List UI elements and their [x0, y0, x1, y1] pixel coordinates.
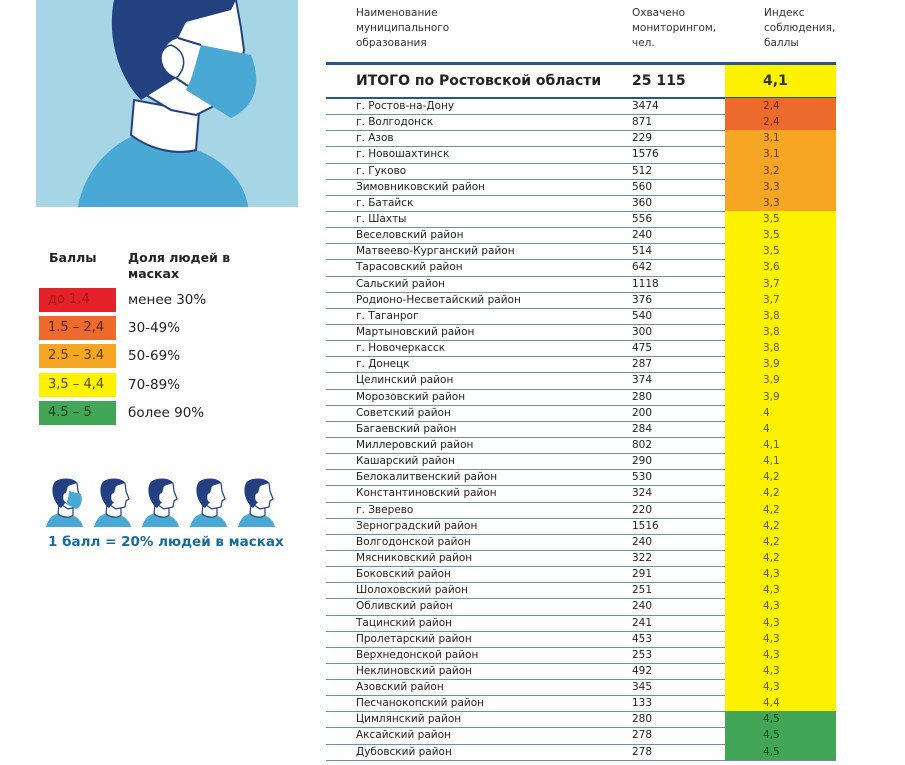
municipality-name: Зерноградский район — [356, 519, 478, 532]
table-row — [326, 470, 836, 486]
total-index: 4,1 — [725, 65, 836, 97]
compliance-index: 3,5 — [725, 211, 836, 227]
table-row — [326, 664, 836, 680]
monitored-count: 1516 — [632, 519, 659, 532]
legend-share: 30-49% — [128, 320, 181, 336]
total-count: 25 115 — [632, 73, 686, 89]
legend-swatch: 1.5 – 2,4 — [39, 316, 116, 340]
table-row — [326, 373, 836, 389]
monitored-count: 241 — [632, 616, 653, 629]
compliance-index: 3,9 — [725, 389, 836, 405]
monitored-count: 280 — [632, 713, 653, 726]
legend-share: менее 30% — [128, 292, 207, 308]
municipality-name: Верхнедонской район — [356, 648, 479, 661]
compliance-index: 4,3 — [725, 663, 836, 679]
compliance-index: 3,1 — [725, 146, 836, 162]
compliance-index: 3,7 — [725, 276, 836, 292]
compliance-index: 2,4 — [725, 98, 836, 114]
municipality-name: Пролетарский район — [356, 632, 472, 645]
table-row — [326, 696, 836, 712]
monitored-count: 3474 — [632, 100, 659, 112]
table-row — [326, 277, 836, 293]
compliance-index: 3,3 — [725, 195, 836, 211]
compliance-index: 4 — [725, 421, 836, 437]
compliance-index: 4,5 — [725, 744, 836, 760]
table-row — [326, 99, 836, 115]
monitored-count: 287 — [632, 358, 653, 371]
municipality-name: Целинский район — [356, 374, 454, 387]
person-with-mask-illustration — [36, 0, 298, 207]
head-icon — [236, 477, 278, 527]
legend-item — [39, 401, 304, 425]
table-row — [326, 131, 836, 147]
monitored-count: 251 — [632, 584, 653, 597]
compliance-index: 4,5 — [725, 711, 836, 727]
table-row — [326, 583, 836, 599]
masked-head-icon — [44, 477, 86, 527]
compliance-index: 4,2 — [725, 550, 836, 566]
table-row — [326, 486, 836, 502]
compliance-index: 4,2 — [725, 502, 836, 518]
monitored-count: 220 — [632, 503, 653, 516]
municipality-name: Зимовниковский район — [356, 180, 486, 193]
legend-swatch: до 1.4 — [39, 288, 116, 312]
compliance-index: 3,5 — [725, 227, 836, 243]
table-row — [326, 422, 836, 438]
monitored-count: 240 — [632, 229, 653, 242]
monitored-count: 200 — [632, 406, 653, 419]
compliance-index: 2,4 — [725, 114, 836, 130]
compliance-index: 3,8 — [725, 324, 836, 340]
compliance-index: 4,2 — [725, 469, 836, 485]
compliance-index: 4,1 — [725, 437, 836, 453]
municipality-name: г. Новочеркасск — [356, 342, 446, 355]
compliance-index: 4,1 — [725, 453, 836, 469]
table-row — [326, 454, 836, 470]
table-row — [326, 244, 836, 260]
column-header-name: Наименование муниципального образования — [356, 7, 450, 49]
municipality-name: Аксайский район — [356, 729, 451, 742]
municipality-name: Боковский район — [356, 568, 451, 581]
municipality-name: Азовский район — [356, 681, 444, 694]
caption: 1 балл = 20% людей в масках — [48, 534, 284, 550]
monitored-count: 374 — [632, 374, 653, 387]
table-row — [326, 535, 836, 551]
compliance-index: 4,4 — [725, 695, 836, 711]
compliance-index: 3,9 — [725, 372, 836, 388]
municipality-name: Сальский район — [356, 277, 445, 290]
table-row — [326, 260, 836, 276]
monitored-count: 871 — [632, 116, 653, 129]
table-row — [326, 293, 836, 309]
monitored-count: 492 — [632, 664, 653, 677]
table-row — [326, 745, 836, 761]
monitored-count: 475 — [632, 342, 653, 355]
table-row — [326, 680, 836, 696]
table-row — [326, 551, 836, 567]
legend-score-header: Баллы — [49, 250, 97, 265]
heads-row — [44, 477, 284, 529]
monitored-count: 1118 — [632, 277, 659, 290]
compliance-index: 3,6 — [725, 259, 836, 275]
monitored-count: 345 — [632, 681, 653, 694]
table-row — [326, 712, 836, 728]
municipality-name: Обливский район — [356, 600, 453, 613]
monitored-count: 322 — [632, 551, 653, 564]
monitored-count: 253 — [632, 648, 653, 661]
municipality-name: Матвеево-Курганский район — [356, 245, 515, 258]
municipality-name: Белокалитвенский район — [356, 471, 498, 484]
compliance-index: 3,9 — [725, 356, 836, 372]
table-row — [326, 325, 836, 341]
monitored-count: 453 — [632, 632, 653, 645]
table-row — [326, 115, 836, 131]
legend-swatch: 3,5 – 4,4 — [39, 373, 116, 397]
municipality-name: Волгодонской район — [356, 535, 471, 548]
table-row — [326, 632, 836, 648]
municipality-name: Родионо-Несветайский район — [356, 293, 521, 306]
table-row — [326, 180, 836, 196]
municipality-name: г. Азов — [356, 132, 394, 145]
compliance-index: 4,2 — [725, 534, 836, 550]
municipality-name: Цимлянский район — [356, 713, 462, 726]
compliance-index: 3,3 — [725, 179, 836, 195]
monitored-count: 300 — [632, 325, 653, 338]
legend-swatch: 4.5 – 5 — [39, 401, 116, 425]
compliance-index: 3,8 — [725, 308, 836, 324]
compliance-index: 4,2 — [725, 485, 836, 501]
monitored-count: 514 — [632, 245, 653, 258]
legend-share: более 90% — [128, 405, 205, 421]
monitored-count: 278 — [632, 729, 653, 742]
table-row — [326, 728, 836, 744]
monitored-count: 512 — [632, 164, 653, 177]
table-row — [326, 406, 836, 422]
municipality-name: г. Шахты — [356, 212, 407, 225]
municipality-name: Веселовский район — [356, 229, 464, 242]
head-icon — [92, 477, 134, 527]
municipality-name: г. Гуково — [356, 164, 407, 177]
table-row — [326, 648, 836, 664]
compliance-index: 3,1 — [725, 130, 836, 146]
person-with-mask-icon — [36, 0, 298, 207]
compliance-index: 3,8 — [725, 340, 836, 356]
municipality-name: Шолоховский район — [356, 584, 468, 597]
monitored-count: 291 — [632, 568, 653, 581]
compliance-index: 3,5 — [725, 243, 836, 259]
monitored-count: 560 — [632, 180, 653, 193]
legend-item — [39, 288, 304, 312]
table-row — [326, 357, 836, 373]
municipality-name: г. Таганрог — [356, 309, 419, 322]
monitored-count: 240 — [632, 535, 653, 548]
monitored-count: 530 — [632, 471, 653, 484]
monitored-count: 280 — [632, 390, 653, 403]
monitored-count: 133 — [632, 697, 653, 710]
table-row — [326, 616, 836, 632]
compliance-index: 4,3 — [725, 598, 836, 614]
compliance-index: 4,3 — [725, 615, 836, 631]
head-icon — [140, 477, 182, 527]
compliance-index: 4,2 — [725, 518, 836, 534]
table-row — [326, 228, 836, 244]
monitored-count: 360 — [632, 196, 653, 209]
compliance-index: 4,5 — [725, 727, 836, 743]
municipality-name: Константиновский район — [356, 487, 497, 500]
table-row — [326, 599, 836, 615]
monitored-count: 229 — [632, 132, 653, 145]
compliance-index: 3,7 — [725, 292, 836, 308]
monitored-count: 556 — [632, 212, 653, 225]
table-row — [326, 567, 836, 583]
municipality-name: Мартыновский район — [356, 325, 475, 338]
monitored-count: 1576 — [632, 148, 659, 161]
compliance-index: 4,3 — [725, 566, 836, 582]
monitored-count: 290 — [632, 455, 653, 468]
table-row — [326, 519, 836, 535]
compliance-index: 4,3 — [725, 647, 836, 663]
municipality-name: г. Батайск — [356, 196, 414, 209]
column-header-count: Охвачено мониторингом, чел. — [632, 7, 717, 49]
municipality-name: г. Зверево — [356, 503, 414, 516]
municipality-name: г. Новошахтинск — [356, 148, 450, 161]
table-row — [326, 196, 836, 212]
municipality-name: Дубовский район — [356, 745, 452, 758]
compliance-index: 4,3 — [725, 679, 836, 695]
table-row — [326, 212, 836, 228]
municipality-table — [326, 99, 836, 761]
monitored-count: 802 — [632, 438, 653, 451]
monitored-count: 284 — [632, 422, 653, 435]
compliance-index: 3,2 — [725, 163, 836, 179]
monitored-count: 278 — [632, 745, 653, 758]
table-row — [326, 147, 836, 163]
municipality-name: г. Донецк — [356, 358, 410, 371]
monitored-count: 642 — [632, 261, 653, 274]
municipality-name: Багаевский район — [356, 422, 457, 435]
table-row — [326, 503, 836, 519]
monitored-count: 376 — [632, 293, 653, 306]
legend-share: 70-89% — [128, 377, 181, 393]
column-header-index: Индекс соблюдения, баллы — [764, 7, 836, 49]
municipality-name: Песчанокопский район — [356, 697, 484, 710]
table-row — [326, 164, 836, 180]
monitored-count: 240 — [632, 600, 653, 613]
municipality-name: Советский район — [356, 406, 451, 419]
total-row — [326, 65, 836, 97]
municipality-name: Тацинский район — [356, 616, 452, 629]
legend-item — [39, 344, 304, 368]
legend-share: 50-69% — [128, 348, 181, 364]
municipality-name: Неклиновский район — [356, 664, 473, 677]
table-row — [326, 309, 836, 325]
municipality-name: г. Ростов-на-Дону — [356, 100, 455, 112]
table-row — [326, 341, 836, 357]
monitored-count: 540 — [632, 309, 653, 322]
head-icon — [188, 477, 230, 527]
compliance-index: 4,3 — [725, 631, 836, 647]
municipality-name: Морозовский район — [356, 390, 466, 403]
legend-item — [39, 373, 304, 397]
table-row — [326, 438, 836, 454]
compliance-index: 4 — [725, 405, 836, 421]
municipality-name: Миллеровский район — [356, 438, 474, 451]
table-row — [326, 390, 836, 406]
compliance-index: 4,3 — [725, 582, 836, 598]
monitored-count: 324 — [632, 487, 653, 500]
municipality-name: Кашарский район — [356, 455, 455, 468]
legend-item — [39, 316, 304, 340]
municipality-name: Мясниковский район — [356, 551, 473, 564]
municipality-name: Тарасовский район — [356, 261, 463, 274]
total-name: ИТОГО по Ростовской области — [356, 73, 602, 89]
legend-swatch: 2.5 – 3.4 — [39, 344, 116, 368]
municipality-name: г. Волгодонск — [356, 116, 434, 129]
legend-share-header: Доля людей в масках — [128, 250, 231, 281]
